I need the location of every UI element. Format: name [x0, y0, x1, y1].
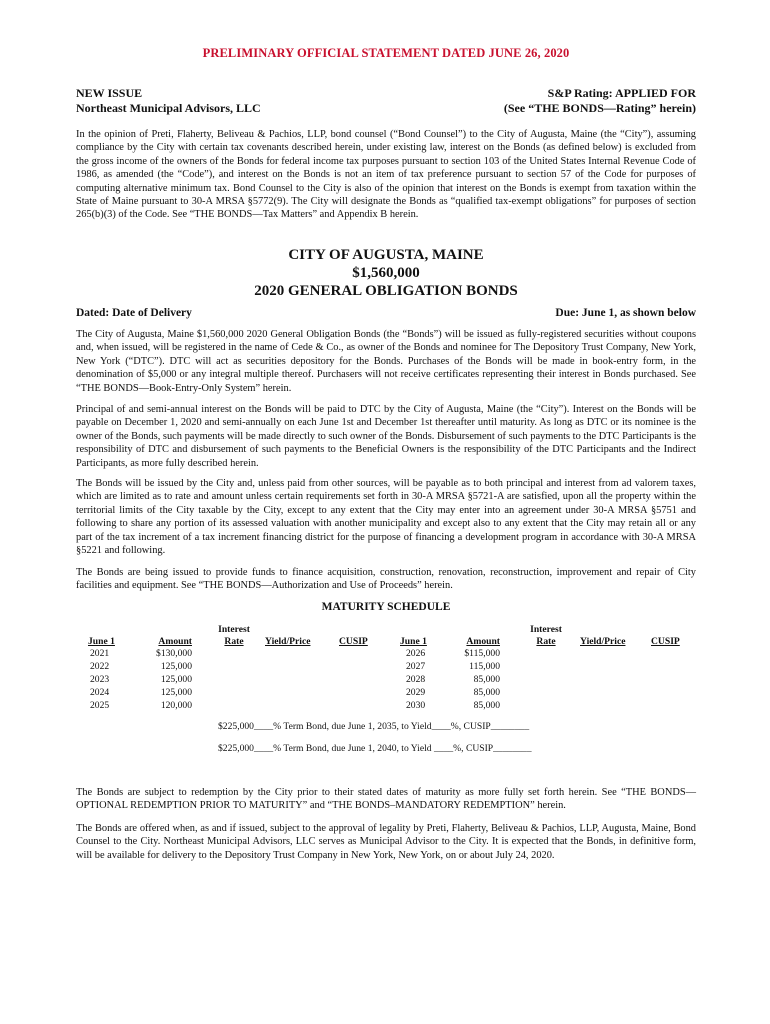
table-row: $130,000 — [156, 648, 192, 659]
table-row: 2021 — [90, 648, 110, 659]
table-row: 125,000 — [160, 674, 192, 685]
header-interest-rate-right — [526, 624, 566, 647]
paragraph-offering: The Bonds are offered when, as and if issued, subject to the approval of legality by Preti, Flaherty, Beliveau & Pachios, LLP, Augusta, Maine, Bond Counsel to the City. Northeast Municipal Advisors, LLC serves as Municipal Advisor to the City. It is expected that the Bonds, in definitive form, will be available for delivery to the Depository Trust Company in New York, New York, on or about July 24, 2020. — [76, 823, 696, 861]
table-row: 2026 — [406, 648, 426, 659]
table-row: 115,000 — [469, 661, 500, 672]
table-row: 85,000 — [473, 687, 500, 698]
table-row: 85,000 — [473, 674, 500, 685]
header-left — [76, 86, 261, 116]
issue-title — [76, 246, 696, 300]
paragraph-purpose: The Bonds are being issued to provide funds to finance acquisition, construction, renovation, reconstruction, improvement and repair of City facilities and equipment. See “THE BONDS—Authorization and Use of Proceeds” herein. — [76, 567, 696, 592]
issuer-name: CITY OF AUGUSTA, MAINE — [288, 247, 484, 263]
due-label: Due: June 1, as shown below — [555, 307, 696, 319]
maturity-years-left — [90, 647, 109, 712]
issue-name: 2020 GENERAL OBLIGATION BONDS — [254, 283, 518, 299]
table-row: 125,000 — [160, 687, 192, 698]
term-bond-2040: $225,000____% Term Bond, due June 1, 2040, to Yield ____%, CUSIP________ — [218, 743, 532, 754]
issue-amount: $1,560,000 — [352, 265, 420, 281]
paragraph-payment: Principal of and semi-annual interest on the Bonds will be paid to DTC by the City of Augusta, Maine (the “City”). Interest on the Bonds will be payable on December 1, 2020 and semi-annually on each June 1st and December 1st thereafter until maturity. As long as DTC or its nominee is the owner of the Bonds, such payments will be made directly to such owner of the Bonds. Disbursement of such payments to the DTC Participants is the responsibility of DTC and disbursement of such payments to the Beneficial Owners is the responsibility of the DTC Participants and the Indirect Participants, as more fully described herein. — [76, 404, 696, 469]
header-yield-left: Yield/Price — [265, 636, 311, 647]
header-june1-right: June 1 — [400, 636, 427, 647]
table-row: $115,000 — [464, 648, 500, 659]
header-rate-line2: Rate — [536, 635, 556, 647]
table-row: 2023 — [90, 674, 110, 685]
paragraph-book-entry: The City of Augusta, Maine $1,560,000 2020 General Obligation Bonds (the “Bonds”) will be issued as fully-registered securities without coupons and, when issued, will be registered in the name of Cede & Co., as owner of the Bonds and nominee for The Depository Trust Company, New York, New York (“DTC”). DTC will act as securities depository for the Bonds. Purchases of the Bonds will be made in book-entry form, in the denomination of $5,000 or any integral multiple thereof. Purchasers will not receive certificates representing their interest in Bonds purchased. See “THE BONDS—Book-Entry-Only System” herein. — [76, 329, 696, 394]
header-june1-left: June 1 — [88, 636, 115, 647]
table-row: 2022 — [90, 661, 110, 672]
rating-reference: (See “THE BONDS—Rating” herein) — [503, 101, 696, 115]
paragraph-security: The Bonds will be issued by the City and, unless paid from other sources, will be payable as to both principal and interest from ad valorem taxes, which are limited as to rate and amount unless certain requirements set forth in 30-A MRSA §5721-A are satisfied, upon all the property within the territorial limits of the City taxable by the City, except to any extent that the City may enter into an agreement under 30-A MRSA §5751 and following to share any portion of its assessed valuation with another municipality and except also to any extent that the City may retain all or any part of the tax increment of a tax increment financing district for the purpose of financing a development program in accordance with 30-A MRSA §5221 and following. — [76, 478, 696, 557]
table-row: 2028 — [406, 674, 426, 685]
term-bond-2035: $225,000____% Term Bond, due June 1, 2035, to Yield____%, CUSIP________ — [218, 721, 530, 732]
dated-label: Dated: Date of Delivery — [76, 307, 192, 319]
table-row: 2025 — [90, 700, 110, 711]
header-interest-rate-left — [214, 624, 254, 647]
municipal-advisor-name: Northeast Municipal Advisors, LLC — [76, 101, 261, 115]
header-right — [504, 86, 696, 116]
header-yield-right: Yield/Price — [580, 636, 626, 647]
rating-label: S&P Rating: APPLIED FOR — [547, 86, 696, 100]
header-cusip-left: CUSIP — [339, 636, 368, 647]
bond-counsel-opinion: In the opinion of Preti, Flaherty, Beliveau & Pachios, LLP, bond counsel (“Bond Counsel”) to the City of Augusta, Maine (the “City”), assuming compliance by the City with certain tax covenants described herein, under existing law, interest on the Bonds (as defined below) is excluded from the gross income of the owners of the Bonds for federal income tax purposes pursuant to section 103 of the United States Internal Revenue Code of 1986, as amended (the “Code”), and interest on the Bonds is not an item of tax preference pursuant to section 57 of the Code for purposes of computing alternative minimum tax. Bond Counsel to the City is also of the opinion that interest on the Bonds is exempt from taxation within the State of Maine pursuant to 30-A MRSA §5772(9). The City will designate the Bonds as “qualified tax-exempt obligations” for purposes of section 265(b)(3) of the Code. See “THE BONDS—Tax Matters” and Appendix B herein. — [76, 129, 696, 221]
table-row: 2030 — [406, 700, 426, 711]
header-rate-line2: Rate — [224, 635, 244, 647]
header-interest-line1: Interest — [218, 624, 250, 635]
maturity-years-right — [406, 647, 425, 712]
new-issue-label: NEW ISSUE — [76, 86, 143, 100]
table-row: 120,000 — [160, 700, 192, 711]
maturity-amounts-right — [450, 647, 500, 712]
preliminary-banner: PRELIMINARY OFFICIAL STATEMENT DATED JUNE 26, 2020 — [202, 46, 570, 60]
maturity-amounts-left — [142, 647, 192, 712]
table-row: 2029 — [406, 687, 426, 698]
paragraph-redemption: The Bonds are subject to redemption by the City prior to their stated dates of maturity as more fully set forth herein. See “THE BONDS—OPTIONAL REDEMPTION PRIOR TO MATURITY” and “THE BONDS–MANDATORY REDEMPTION” herein. — [76, 787, 696, 812]
table-row: 2024 — [90, 687, 110, 698]
table-row: 85,000 — [473, 700, 500, 711]
header-amount-right: Amount — [466, 636, 500, 647]
table-row: 125,000 — [160, 661, 192, 672]
header-interest-line1: Interest — [530, 624, 562, 635]
table-row: 2027 — [406, 661, 426, 672]
header-cusip-right: CUSIP — [651, 636, 680, 647]
header-amount-left: Amount — [158, 636, 192, 647]
maturity-schedule-title: MATURITY SCHEDULE — [321, 601, 451, 613]
